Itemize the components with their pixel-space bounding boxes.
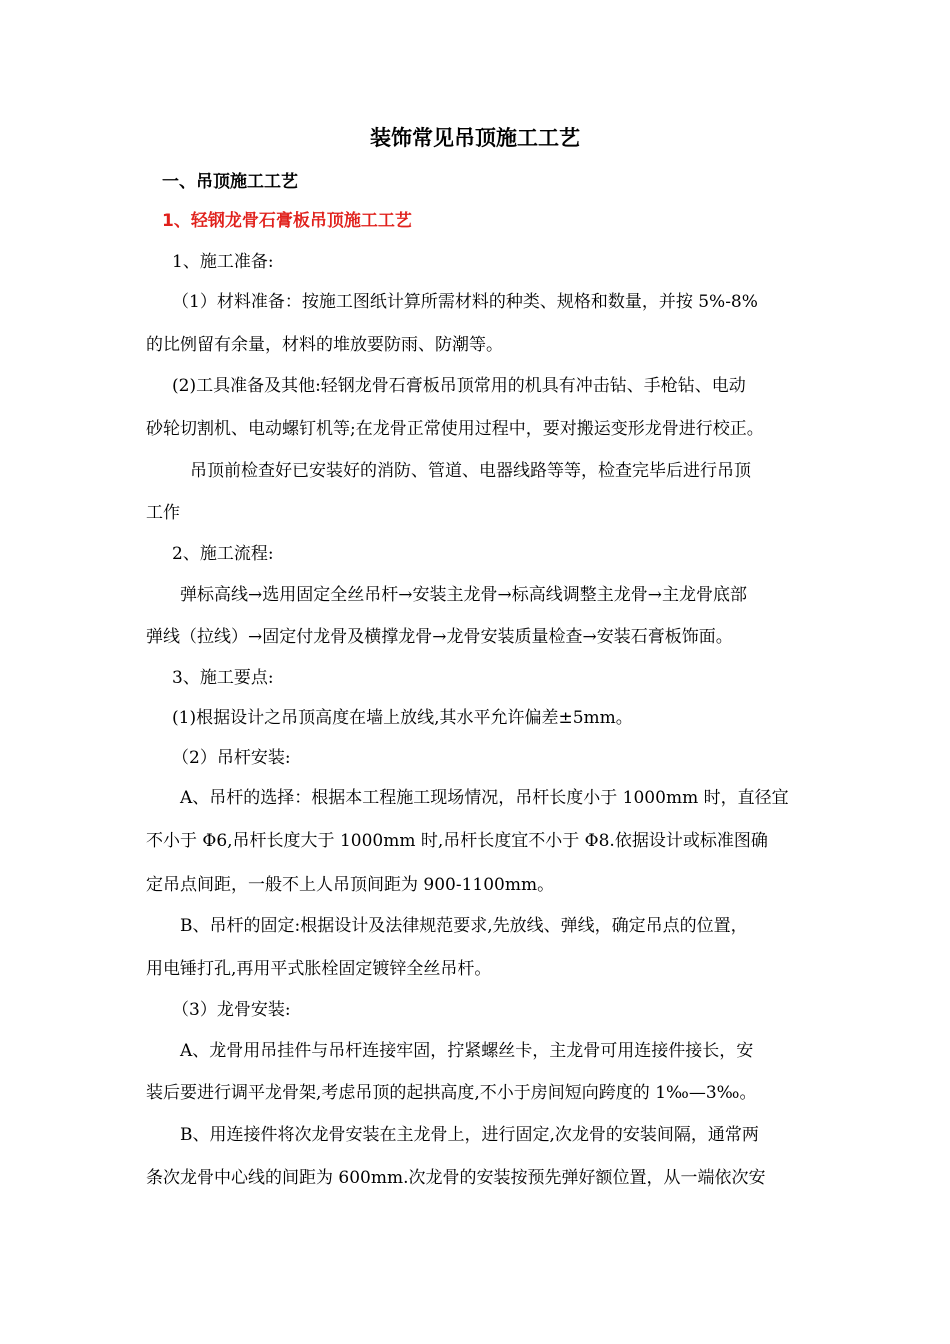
paragraph-line: 1、施工准备: — [172, 252, 274, 272]
paragraph-line: 吊顶前检查好已安装好的消防、管道、电器线路等等，检查完毕后进行吊顶 — [190, 461, 751, 481]
paragraph-line: 工作 — [146, 503, 180, 523]
paragraph-line: (1)根据设计之吊顶高度在墙上放线,其水平允许偏差±5mm。 — [172, 708, 633, 728]
paragraph-line: 装后要进行调平龙骨架,考虑吊顶的起拱高度,不小于房间短向跨度的 1‰—3‰。 — [146, 1083, 757, 1103]
paragraph-line: 定吊点间距，一般不上人吊顶间距为 900-1100mm。 — [146, 875, 555, 895]
paragraph-line: 弹标高线→选用固定全丝吊杆→安装主龙骨→标高线调整主龙骨→主龙骨底部 — [180, 585, 747, 605]
paragraph-line: 3、施工要点: — [172, 668, 274, 688]
paragraph-line: B、吊杆的固定:根据设计及法律规范要求,先放线、弹线，确定吊点的位置， — [180, 916, 748, 936]
paragraph-line: 不小于 Φ6,吊杆长度大于 1000mm 时,吊杆长度宜不小于 Φ8.依据设计或标准图确 — [146, 831, 768, 851]
paragraph-line: B、用连接件将次龙骨安装在主龙骨上，进行固定,次龙骨的安装间隔，通常两 — [180, 1125, 759, 1145]
section-heading: 一、吊顶施工工艺 — [162, 172, 298, 192]
paragraph-line: 砂轮切割机、电动螺钉机等;在龙骨正常使用过程中，要对搬运变形龙骨进行校正。 — [146, 419, 764, 439]
paragraph-line: （2）吊杆安装: — [172, 748, 291, 768]
subsection-heading: 1、轻钢龙骨石膏板吊顶施工工艺 — [162, 211, 412, 231]
paragraph-line: 的比例留有余量，材料的堆放要防雨、防潮等。 — [146, 335, 503, 355]
paragraph-line: 2、施工流程: — [172, 544, 274, 564]
document-title: 装饰常见吊顶施工工艺 — [370, 126, 580, 150]
paragraph-line: （3）龙骨安装: — [172, 1000, 291, 1020]
paragraph-line: 条次龙骨中心线的间距为 600mm.次龙骨的安装按预先弹好额位置，从一端依次安 — [146, 1168, 766, 1188]
paragraph-line: （1）材料准备：按施工图纸计算所需材料的种类、规格和数量，并按 5%-8% — [172, 292, 758, 312]
paragraph-line: 弹线（拉线）→固定付龙骨及横撑龙骨→龙骨安装质量检查→安装石膏板饰面。 — [146, 627, 733, 647]
paragraph-line: 用电锤打孔,再用平式胀栓固定镀锌全丝吊杆。 — [146, 959, 492, 979]
paragraph-line: A、龙骨用吊挂件与吊杆连接牢固，拧紧螺丝卡，主龙骨可用连接件接长，安 — [180, 1041, 754, 1061]
paragraph-line: A、吊杆的选择：根据本工程施工现场情况，吊杆长度小于 1000mm 时，直径宜 — [180, 788, 789, 808]
paragraph-line: (2)工具准备及其他:轻钢龙骨石膏板吊顶常用的机具有冲击钻、手枪钻、电动 — [172, 376, 746, 396]
